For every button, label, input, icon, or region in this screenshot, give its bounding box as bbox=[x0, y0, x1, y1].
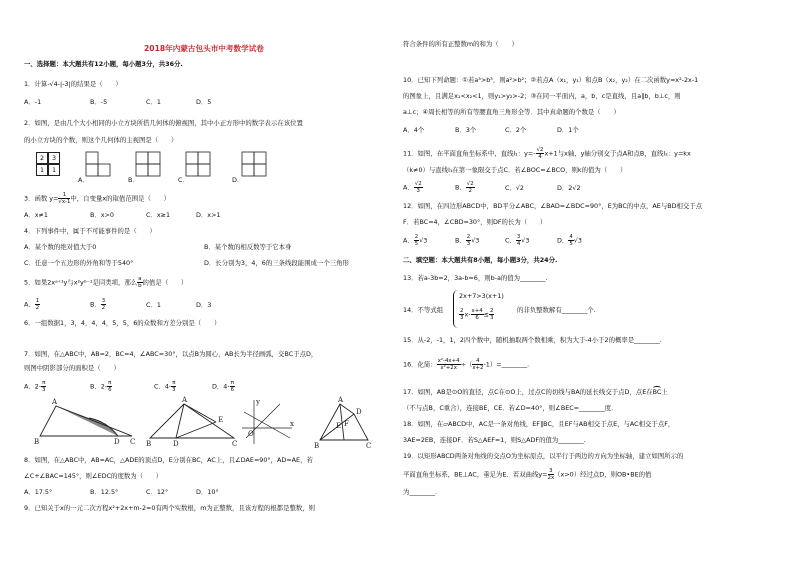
q6-stem: 6．一组数据1，3，4，4，4，5，5，6的众数和方差分别是（ ） bbox=[24, 319, 221, 327]
q16-prefix: 16．化简： bbox=[403, 360, 437, 369]
q9-stem: 9．已知关于x的一元二次方程x²+2x+m-2=0有两个实数根，m为正整数，且该方程的根都是整数，则 bbox=[24, 504, 316, 512]
q5-option-b-numerator: 3 bbox=[101, 298, 106, 304]
q2-option-c: C． bbox=[178, 176, 189, 184]
fig1-label-a: A bbox=[52, 398, 58, 406]
q11-numerator: √2 bbox=[536, 147, 544, 153]
q8-option-b: B．12.5° bbox=[90, 488, 119, 496]
q3-option-a: A．x≠1 bbox=[24, 211, 48, 219]
fig2-label-e: E bbox=[218, 416, 224, 424]
q7-option-c-numerator: π bbox=[172, 380, 176, 386]
q3-option-c: C．x≥1 bbox=[146, 211, 171, 219]
q7-option-b-fraction bbox=[107, 380, 112, 393]
q5-numerator: a bbox=[138, 276, 142, 282]
q19-numerator: 3 bbox=[549, 468, 553, 474]
q14-x-minus: x- bbox=[464, 310, 471, 319]
grid-cell: 3 bbox=[48, 152, 60, 164]
q16-fraction-2 bbox=[472, 358, 483, 371]
q11-figure bbox=[240, 398, 300, 448]
q12-option-d-label: D． bbox=[557, 236, 569, 245]
q5-option-c: C．1 bbox=[146, 301, 161, 309]
q14-frac-1-den: 3 bbox=[460, 315, 464, 321]
q5-prefix: 5．如果2xᵃ⁺¹y与x²yᵇ⁻¹是同类项，那么 bbox=[24, 278, 138, 287]
q11-option-c: C．√2 bbox=[505, 184, 524, 192]
q1-option-b: B．-5 bbox=[90, 98, 108, 106]
q2-option-d: D． bbox=[232, 176, 244, 184]
fig1-label-c: C bbox=[130, 438, 136, 446]
fig4-label-f: F bbox=[344, 420, 349, 428]
q16-numerator-2: 4 bbox=[472, 358, 483, 365]
fig3-label-o: O bbox=[248, 430, 254, 438]
q5-option-d: D．3 bbox=[196, 301, 212, 309]
q10-stem-line2: 的图象上，且满足x₁<x₂<1，则y₁>y₂>-2；③在同一平面内，a，b，c是直线，且a∥b，b⊥c，则 bbox=[403, 92, 681, 100]
q12-stem-line1: 12．如图，在四边形ABCD中，BD平分∠ABC，∠BAD=∠BDC=90°，E为BC的中点，AE与BD相交于点 bbox=[403, 202, 703, 210]
q7-stem-line2: 则图中阴影部分的面积是（ ） bbox=[24, 364, 120, 372]
q2-stem-line1: 2．如图，是由几个大小相同的小立方块所搭几何体的俯视图，其中小正方形中的数字表示在该位置 bbox=[24, 119, 303, 127]
q7-option-d-fraction bbox=[230, 380, 235, 393]
q7-option-c-denominator: 3 bbox=[172, 387, 176, 393]
q7-option-d-numerator: π bbox=[230, 380, 234, 386]
q2-stem-line2: 的小立方块的个数，则这个几何体的主视图是（ ） bbox=[24, 136, 178, 144]
q14-frac-2 bbox=[471, 308, 484, 321]
q5-denominator: b bbox=[138, 283, 142, 289]
q14-le-sign: ≤ bbox=[483, 310, 490, 319]
q19-suffix: （x>0）经过点D，则OB•BE的值 bbox=[554, 470, 652, 479]
q11-stem-line2: （k≠0）与直线l₁在第一象限交于点C．若∠BOC=∠BCO，则k的值为（ ） bbox=[403, 166, 627, 174]
q3-denominator: √x-1 bbox=[58, 199, 71, 205]
q12-option-b-denominator: 3 bbox=[466, 241, 471, 247]
q4-option-b: B．某个数的相反数等于它本身 bbox=[204, 243, 292, 251]
q12-option-b-label: B． bbox=[455, 236, 466, 245]
q7-option-b-label: B．2- bbox=[90, 382, 108, 391]
q16-suffix: -1）=________. bbox=[483, 360, 530, 369]
q5-option-b bbox=[90, 298, 106, 311]
q15-stem: 15．从-2，-1，1，2四个数中，随机抽取两个数相乘，积为大于-4小于2的概率是________. bbox=[403, 336, 662, 344]
arc-mark bbox=[653, 386, 662, 390]
q8-stem-line2: ∠C+∠BAC=145°，则∠EDC的度数为（ ） bbox=[24, 472, 163, 480]
q9-stem-line2: 符合条件的所有正整数m的和为（ ） bbox=[403, 40, 518, 48]
q11-denominator: 4 bbox=[538, 154, 542, 160]
q7-option-b-numerator: π bbox=[108, 380, 112, 386]
q12-option-c-root: √3 bbox=[521, 236, 530, 245]
q7-option-d bbox=[212, 380, 235, 393]
q12-option-b bbox=[455, 234, 479, 247]
fig2-label-d: D bbox=[173, 440, 179, 448]
q19-denominator: 2x bbox=[547, 475, 555, 481]
q2-top-view-grid bbox=[36, 152, 60, 176]
q12-option-c-numerator: 3 bbox=[516, 234, 521, 240]
q2-option-c-figure bbox=[186, 152, 226, 178]
q12-option-d-numerator: 4 bbox=[569, 234, 573, 240]
q4-option-c: C．任意一个五边形的外角和等于540° bbox=[24, 259, 134, 267]
q2-option-d-figure bbox=[242, 152, 282, 178]
q2-option-b-figure bbox=[136, 152, 166, 178]
q17-text-2: 上 bbox=[661, 388, 668, 396]
q14-frac-3-num: 2 bbox=[490, 308, 494, 314]
q16-fraction-1 bbox=[437, 358, 461, 371]
q12-option-b-root: √3 bbox=[471, 236, 480, 245]
q8-figure bbox=[146, 396, 246, 450]
q3-suffix: 中，自变量x的取值范围是（ ） bbox=[70, 194, 171, 203]
q7-figure bbox=[32, 400, 142, 450]
q5-option-b-fraction bbox=[101, 298, 106, 311]
q3-option-b: B．x>0 bbox=[90, 211, 114, 219]
fig2-label-c: C bbox=[232, 440, 238, 448]
q12-option-c-denominator: 4 bbox=[516, 241, 521, 247]
q3-prefix: 3．函数 y= bbox=[24, 194, 59, 203]
q7-option-a-fraction bbox=[41, 380, 46, 393]
q14-frac-2-num: x+4 bbox=[471, 308, 483, 314]
q17-text: 17．如图，AB是⊙O的直径，点C在⊙O上，过点C的切线与BA的延长线交于点D，点E在 bbox=[403, 388, 653, 396]
q12-option-a-numerator: 2 bbox=[414, 234, 419, 240]
q7-option-c bbox=[154, 380, 176, 393]
q5-option-b-denominator: 2 bbox=[101, 305, 106, 311]
q7-option-a bbox=[24, 380, 46, 393]
q17-stem-line1 bbox=[403, 388, 668, 397]
q11-stem-line1 bbox=[403, 147, 691, 160]
q11-option-b-numerator: √2 bbox=[466, 181, 474, 187]
q17-stem-line2: （不与点B，C重合），连接BE，CE．若∠D=40°，则∠BEC=________度． bbox=[403, 404, 618, 412]
q17-arc bbox=[653, 388, 662, 397]
q2-option-a: A． bbox=[78, 176, 89, 184]
grid-cell: 1 bbox=[48, 164, 60, 176]
q14-suffix: 的非负整数解有________个. bbox=[517, 306, 596, 314]
q16-numerator-1: x²-4x+4 bbox=[437, 358, 460, 364]
q1-stem: 1．计算-√4-|-3|的结果是（ ） bbox=[24, 80, 122, 88]
grid-cell: 2 bbox=[36, 152, 48, 164]
q11-option-b-denominator: 2 bbox=[468, 188, 472, 194]
q18-stem-line1: 18．如图，在▱ABCD中，AC是一条对角线，EF∥BC，且EF与AB相交于点E，与AC相交于点F， bbox=[403, 420, 675, 428]
q19-stem-line1: 19．以矩形ABCD两条对角线的交点O为坐标原点，以平行于两边的方向为坐标轴，建立如图所示的 bbox=[403, 452, 684, 460]
q2-option-b: B． bbox=[128, 176, 139, 184]
q14-brace bbox=[453, 290, 458, 328]
q5-option-a-numerator: 1 bbox=[35, 298, 40, 304]
q11-option-b bbox=[455, 181, 475, 194]
fig4-label-e: E bbox=[336, 422, 342, 430]
q10-option-d: D．1个 bbox=[557, 126, 579, 134]
q10-stem-line1: 10．已知下列命题：①若a³>b³，则a²>b²；②若点A（x₁，y₁）和点B（x₂，y₂）在二次函数y=x²-2x-1 bbox=[403, 76, 699, 84]
fig3-label-x: x bbox=[290, 420, 294, 428]
q14-frac-3 bbox=[489, 308, 494, 321]
q12-option-a-root: √3 bbox=[419, 236, 428, 245]
q12-option-c bbox=[505, 234, 529, 247]
q7-option-c-label: C．4- bbox=[154, 382, 172, 391]
q19-stem-line3: 为________. bbox=[403, 488, 437, 496]
q4-option-a: A．某个数的绝对值大于0 bbox=[24, 243, 97, 251]
q5-option-b-label: B． bbox=[90, 300, 101, 309]
q12-stem-line2: F．若BC=4，∠CBD=30°，则DF的长为（ ） bbox=[403, 218, 547, 226]
q3-numerator: 1 bbox=[58, 192, 70, 199]
q16-denominator-1: x²+2x bbox=[440, 365, 457, 371]
q19-stem-line2 bbox=[403, 468, 651, 481]
q13-stem: 13．若a-3b=2，3a-b=6，则b-a的值为________. bbox=[403, 274, 548, 282]
q7-option-d-label: D．4- bbox=[212, 382, 230, 391]
q14-frac-1-num: 2 bbox=[460, 308, 464, 314]
q5-option-a-fraction bbox=[35, 298, 40, 311]
fig2-label-b: B bbox=[146, 440, 152, 448]
q11-option-a-numerator: √2 bbox=[414, 181, 422, 187]
q12-option-d bbox=[557, 234, 582, 247]
q7-stem-line1: 7．如图，在△ABC中，AB=2，BC=4，∠ABC=30°，以点B为圆心，AB长为半径画弧，交BC于点D， bbox=[24, 350, 318, 358]
q12-option-b-numerator: 2 bbox=[466, 234, 471, 240]
q7-option-d-denominator: 6 bbox=[230, 387, 235, 393]
q11-prefix: 11．如图，在平面直角坐标系中，直线l₁：y=- bbox=[403, 149, 536, 158]
q8-stem-line1: 8．如图，在△ABC中，AB=AC，△ADE的顶点D，E分别在BC，AC上，且∠DAE=90°，AD=AE，若 bbox=[24, 456, 313, 464]
q3-fraction bbox=[58, 192, 70, 205]
q3-stem bbox=[24, 192, 170, 205]
q11-option-a-denominator: 3 bbox=[416, 188, 420, 194]
q3-option-d: D．x>1 bbox=[196, 211, 221, 219]
q11-option-b-fraction bbox=[466, 181, 475, 194]
grid-cell: 1 bbox=[36, 164, 48, 176]
q5-option-a-label: A． bbox=[24, 300, 35, 309]
q8-option-c: C．12° bbox=[146, 488, 169, 496]
q11-option-a-fraction bbox=[414, 181, 423, 194]
q7-option-a-numerator: π bbox=[42, 380, 46, 386]
section-1-heading: 一、选择题：本大题共有12小题，每小题3分，共36分. bbox=[24, 60, 183, 68]
q5-option-a-denominator: 2 bbox=[35, 305, 40, 311]
q10-option-a: A．4个 bbox=[403, 126, 425, 134]
fig1-label-b: B bbox=[34, 438, 40, 446]
q16-divide: ÷（ bbox=[460, 360, 473, 369]
q18-stem-line2: 3AE=2EB，连接DF．若S△AEF=1，则S△ADF的值为________. bbox=[403, 436, 586, 444]
q7-option-a-label: A．2- bbox=[24, 382, 42, 391]
fig4-label-a: A bbox=[338, 396, 344, 404]
q11-option-b-label: B． bbox=[455, 183, 466, 192]
q5-option-a bbox=[24, 298, 40, 311]
q1-option-d: D．5 bbox=[196, 98, 212, 106]
q12-option-a-label: A． bbox=[403, 236, 414, 245]
q7-option-b bbox=[90, 380, 112, 393]
q16-denominator-2: x+2 bbox=[472, 365, 484, 371]
q10-option-b: B．3个 bbox=[455, 126, 477, 134]
q2-option-a-figure bbox=[86, 152, 116, 178]
q12-option-d-denominator: 5 bbox=[569, 241, 573, 247]
q4-option-d: D．长分别为3，4，6的三条线段能围成一个三角形 bbox=[204, 259, 349, 267]
q14-frac-2-den: 6 bbox=[475, 315, 479, 321]
q17-arc-label: BC bbox=[652, 388, 662, 396]
q11-option-d: D．2√2 bbox=[557, 184, 581, 192]
q5-stem bbox=[24, 276, 187, 289]
q7-option-c-fraction bbox=[171, 380, 176, 393]
q14-frac-3-den: 3 bbox=[490, 315, 494, 321]
q19-prefix: 平面直角坐标系，BE⊥AC，垂足为E．若双曲线y= bbox=[403, 470, 548, 479]
q12-option-a-denominator: 5 bbox=[414, 241, 419, 247]
q11-option-a bbox=[403, 181, 423, 194]
fig4-label-c: C bbox=[366, 442, 372, 450]
q12-option-d-root: √3 bbox=[573, 236, 582, 245]
q12-option-c-label: C． bbox=[505, 236, 516, 245]
q10-option-c: C．2个 bbox=[505, 126, 527, 134]
q11-option-a-label: A． bbox=[403, 183, 414, 192]
q11-suffix: x+1与x轴，y轴分别交于点A和点B，直线l₂：y=kx bbox=[544, 149, 691, 158]
q12-option-a bbox=[403, 234, 427, 247]
q7-option-a-denominator: 3 bbox=[42, 387, 46, 393]
q1-option-c: C．1 bbox=[146, 98, 161, 106]
q12-figure bbox=[314, 396, 374, 450]
page-title: 2018年内蒙古包头市中考数学试卷 bbox=[144, 44, 264, 53]
q14-prefix: 14．不等式组 bbox=[403, 306, 444, 314]
q14-inequality-1: 2x+7>3(x+1) bbox=[459, 292, 504, 300]
fig3-label-y: y bbox=[256, 398, 260, 406]
q8-option-d: D．10° bbox=[196, 488, 219, 496]
q1-option-a: A．-1 bbox=[24, 98, 42, 106]
fig1-label-d: D bbox=[114, 438, 120, 446]
fig4-label-b: B bbox=[314, 442, 320, 450]
fig4-label-d: D bbox=[356, 408, 362, 416]
q8-option-a: A．17.5° bbox=[24, 488, 53, 496]
fig2-label-a: A bbox=[182, 396, 188, 404]
q7-option-b-denominator: 6 bbox=[108, 387, 112, 393]
q14-inequality-2 bbox=[459, 308, 494, 321]
q16-stem bbox=[403, 358, 529, 371]
q5-suffix: 的值是（ ） bbox=[142, 278, 188, 287]
q4-stem: 4．下列事件中，属于不可能事件的是（ ） bbox=[24, 227, 156, 235]
section-2-heading: 二、填空题：本大题共有8小题，每小题3分，共24分. bbox=[403, 256, 558, 264]
q10-stem-line3: a⊥c；④周长相等的所有等腰直角三角形全等．其中真命题的个数是（ ） bbox=[403, 108, 620, 116]
